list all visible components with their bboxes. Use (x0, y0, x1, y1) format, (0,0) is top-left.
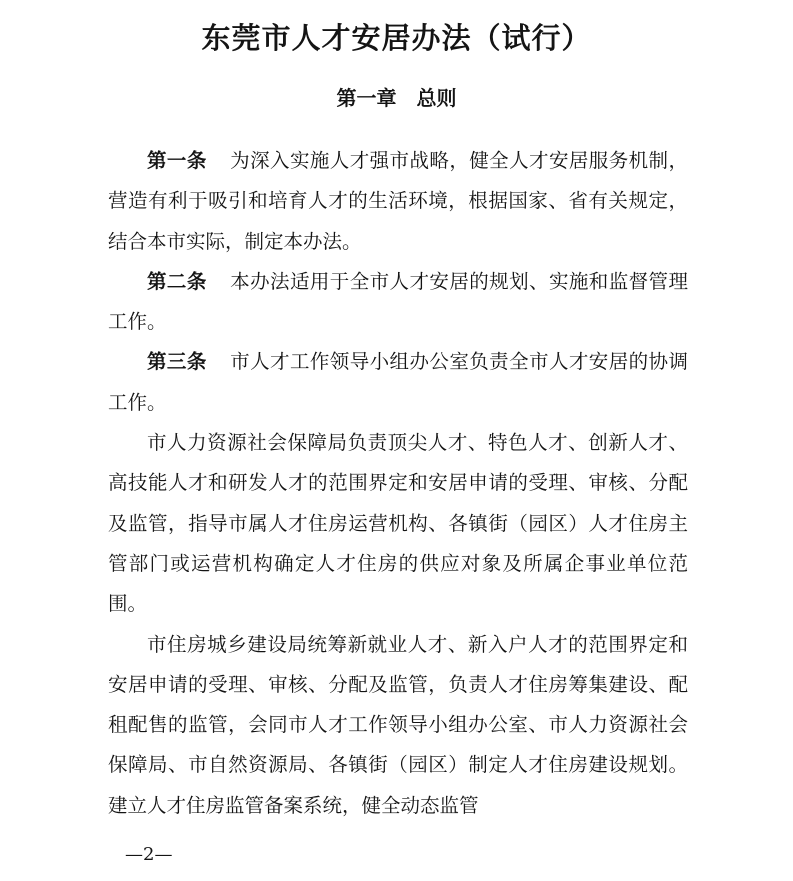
paragraph-article-1 (108, 141, 688, 262)
document-title: 东莞市人才安居办法（试行） (201, 21, 592, 55)
page-number: —2— (125, 844, 173, 865)
paragraph-text: 市住房城乡建设局统筹新就业人才、新入户人才的范围界定和安居申请的受理、审核、分配及监管，负责人才住房筹集建设、配租配售的监管，会同市人才工作领导小组办公室、市人力资源社会保障局、市自然资源局、各镇街（园区）制定人才住房建设规划。建立人才住房监管备案系统，健全动态监管 (108, 632, 688, 817)
article-label: 第三条 (147, 350, 207, 374)
article-label: 第二条 (147, 269, 207, 293)
document-body (108, 141, 688, 826)
paragraph-article-2 (108, 262, 688, 343)
chapter-heading: 第一章 总则 (336, 86, 457, 110)
article-label: 第一条 (147, 149, 207, 172)
paragraph-text: 为深入实施人才强市战略，健全人才安居服务机制，营造有利于吸引和培育人才的生活环境，根据国家、省有关规定，结合本市实际，制定本办法。 (108, 149, 688, 253)
paragraph-article-3 (108, 342, 688, 423)
paragraph-text: 市人力资源社会保障局负责顶尖人才、特色人才、创新人才、高技能人才和研发人才的范围界定和安居申请的受理、审核、分配及监管，指导市属人才住房运营机构、各镇街（园区）人才住房主管部门或运营机构确定人才住房的供应对象及所属企事业单位范围。 (108, 431, 688, 616)
paragraph-text: 市人才工作领导小组办公室负责全市人才安居的协调工作。 (108, 350, 688, 414)
paragraph-text: 本办法适用于全市人才安居的规划、实施和监督管理工作。 (108, 269, 688, 334)
paragraph-housing-duties (108, 625, 688, 826)
paragraph-hrss-duties (108, 423, 688, 624)
